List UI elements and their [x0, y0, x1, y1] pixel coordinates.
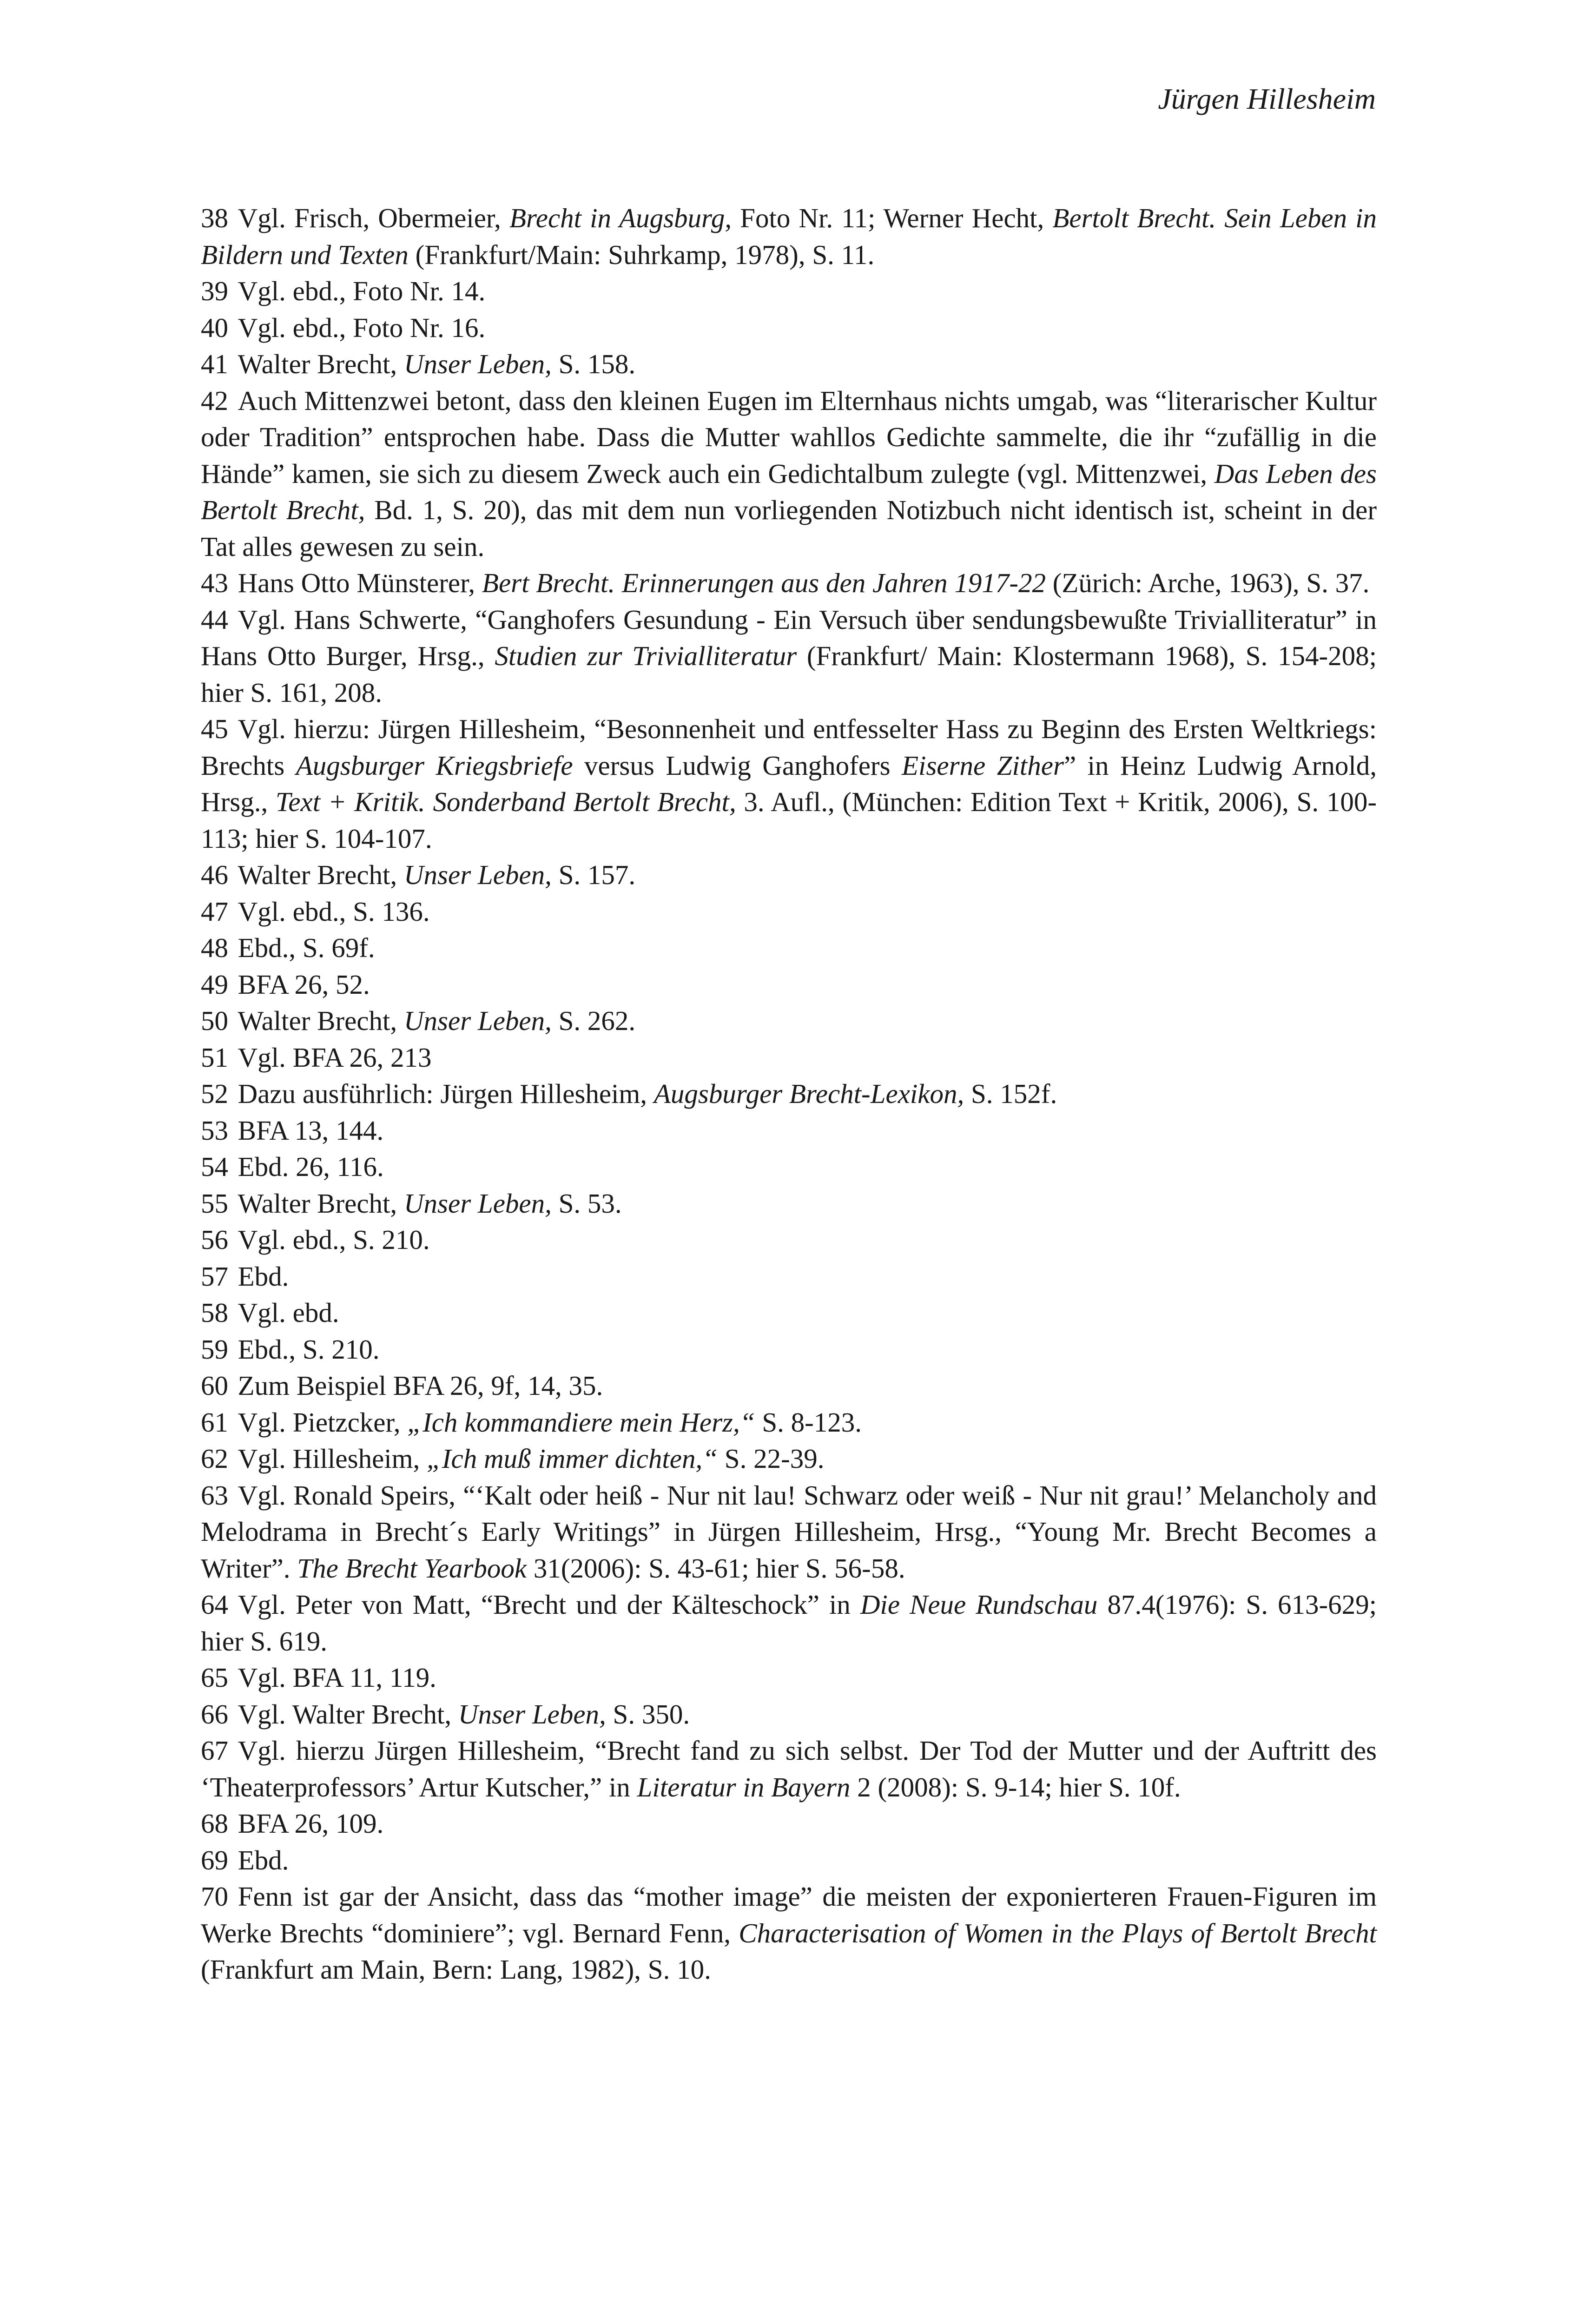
footnote-text: 2 (2008): S. 9-14; hier S. 10f. [850, 1771, 1181, 1802]
footnote-text: Ebd., S. 69f. [238, 932, 375, 963]
footnote-text: Vgl. Hans Schwerte, “Ganghofers Gesundung - Ein Versuch über sendungsbewußte Trivialliteratur” in Hans Otto Burger, Hrsg., [201, 604, 1377, 671]
footnote-number: 60 [201, 1370, 228, 1401]
footnote-text: Vgl. hierzu Jürgen Hillesheim, “Brecht fand zu sich selbst. Der Tod der Mutter und der Auftritt des ‘Theaterprofessors’ Artur Kutscher,” in [201, 1735, 1377, 1802]
footnote-number: 52 [201, 1078, 228, 1109]
footnote-text: Vgl. ebd., S. 210. [238, 1224, 430, 1255]
footnote-text: Vgl. BFA 26, 213 [238, 1042, 432, 1073]
footnote-text: Vgl. Pietzcker, [238, 1406, 408, 1438]
footnote-number: 53 [201, 1115, 228, 1146]
footnote-text: BFA 26, 52. [238, 969, 370, 1000]
footnote-title-italic: Die Neue Rundschau [860, 1589, 1098, 1620]
footnote [201, 1367, 1377, 1404]
footnote [201, 1659, 1377, 1696]
footnote-text: BFA 13, 144. [238, 1115, 384, 1146]
footnote-title-italic: The Brecht Yearbook [297, 1552, 527, 1584]
footnote-text: Vgl. hierzu: Jürgen Hillesheim, “Besonnenheit und entfesselter Hass zu Beginn des Ersten Weltkriegs: Brechts [201, 713, 1377, 781]
footnote-text: Hans Otto Münsterer, [238, 568, 482, 598]
footnote-number: 59 [201, 1334, 228, 1365]
footnote [201, 930, 1377, 966]
footnote-text: S. 8-123. [755, 1406, 862, 1438]
footnote-text: Vgl. Peter von Matt, “Brecht und der Kälteschock” in [238, 1589, 860, 1620]
footnote [201, 565, 1377, 601]
footnote-number: 44 [201, 604, 228, 635]
footnote [201, 1294, 1377, 1331]
footnote-number: 51 [201, 1042, 228, 1073]
footnote [201, 1112, 1377, 1149]
footnote-number: 41 [201, 349, 228, 379]
footnote-title-italic: Characterisation of Women in the Plays of Bertolt Brecht [739, 1917, 1377, 1948]
footnote [201, 1003, 1377, 1039]
footnote [201, 383, 1377, 565]
footnote [201, 1586, 1377, 1659]
footnote-title-italic: Unser Leben, [403, 859, 552, 890]
footnote-title-italic: Eiserne Zither [902, 750, 1064, 781]
footnote-number: 66 [201, 1698, 228, 1730]
footnote-number: 61 [201, 1406, 228, 1438]
footnote [201, 1842, 1377, 1879]
footnote-number: 54 [201, 1151, 228, 1182]
footnote-text: Zum Beispiel BFA 26, 9f, 14, 35. [238, 1370, 603, 1401]
footnote-title-italic: Augsburger Kriegsbriefe [296, 750, 573, 781]
footnote-title-italic: Unser Leben, [403, 1188, 552, 1219]
footnote-number: 64 [201, 1589, 228, 1620]
footnote-text: Vgl. ebd., Foto Nr. 14. [238, 276, 486, 306]
footnote [201, 1149, 1377, 1185]
footnote-text: S. 157. [551, 859, 636, 890]
footnote-text: Vgl. ebd., S. 136. [238, 896, 430, 927]
footnote-number: 48 [201, 932, 228, 963]
footnote-text: Vgl. Hillesheim, [238, 1443, 427, 1474]
footnote-number: 69 [201, 1844, 228, 1875]
footnote-text: Ebd., S. 210. [238, 1334, 380, 1365]
footnote-text: Walter Brecht, [238, 1005, 404, 1036]
footnote-text: Dazu ausführlich: Jürgen Hillesheim, [238, 1078, 654, 1109]
footnote [201, 857, 1377, 893]
footnote-text: S. 152f. [964, 1078, 1057, 1109]
footnote-number: 47 [201, 896, 228, 927]
footnote-text: Bd. 1, S. 20), das mit dem nun vorliegenden Notizbuch nicht identisch ist, scheint in der Tat alles gewesen zu sein. [201, 495, 1377, 562]
footnote-text: Ebd. [238, 1261, 289, 1292]
footnote-number: 55 [201, 1188, 228, 1219]
footnote-text: Ebd. [238, 1844, 289, 1875]
footnote-title-italic: „Ich kommandiere mein Herz,“ [407, 1406, 755, 1438]
footnote-number: 67 [201, 1735, 228, 1766]
footnote [201, 1805, 1377, 1842]
footnote [201, 601, 1377, 711]
footnote [201, 1076, 1377, 1112]
footnote-text: S. 53. [551, 1188, 622, 1219]
footnote-text: Vgl. BFA 11, 119. [238, 1662, 436, 1693]
footnote-text: S. 262. [551, 1005, 636, 1036]
footnote-number: 65 [201, 1662, 228, 1693]
footnote-text: Walter Brecht, [238, 1188, 404, 1219]
footnote [201, 966, 1377, 1003]
footnote-text: Fenn ist gar der Ansicht, dass das “mother image” die meisten der exponierteren Frauen-Figuren im Werke Brechts “dominiere”; vgl. Bernard Fenn, [201, 1881, 1377, 1948]
footnote [201, 1039, 1377, 1076]
footnote-text: (Zürich: Arche, 1963), S. 37. [1046, 568, 1370, 598]
footnote-number: 49 [201, 969, 228, 1000]
footnote-number: 40 [201, 312, 228, 343]
footnote-number: 63 [201, 1479, 228, 1511]
footnote [201, 1185, 1377, 1222]
footnote-title-italic: Unser Leben, [403, 349, 552, 379]
footnote-number: 62 [201, 1443, 228, 1474]
footnote [201, 1331, 1377, 1368]
footnote [201, 711, 1377, 857]
footnote-text: S. 22-39. [718, 1443, 825, 1474]
footnote-number: 68 [201, 1808, 228, 1839]
footnote [201, 1404, 1377, 1441]
footnote-number: 46 [201, 859, 228, 890]
footnote [201, 346, 1377, 383]
footnote-title-italic: Literatur in Bayern [637, 1771, 851, 1802]
footnote-title-italic: Augsburger Brecht-Lexikon, [653, 1078, 964, 1109]
footnote [201, 1477, 1377, 1587]
footnote-text: BFA 26, 109. [238, 1808, 384, 1839]
footnote-number: 42 [201, 385, 228, 416]
footnote-title-italic: Studien zur Trivialliteratur [495, 640, 797, 671]
footnote-text: Ebd. 26, 116. [238, 1151, 384, 1182]
footnote [201, 1696, 1377, 1733]
footnote-text: (Frankfurt am Main, Bern: Lang, 1982), S. 10. [201, 1954, 711, 1985]
footnote-text: (Frankfurt/Main: Suhrkamp, 1978), S. 11. [408, 239, 875, 270]
footnote-number: 38 [201, 203, 228, 233]
footnote-text: (Frankfurt/ Main: Klostermann 1968), S. 154-208; hier S. 161, 208. [201, 640, 1377, 708]
footnote [201, 310, 1377, 346]
footnote-number: 50 [201, 1005, 228, 1036]
footnote-text: Vgl. Walter Brecht, [238, 1698, 458, 1730]
footnote-text: Vgl. Ronald Speirs, “‘Kalt oder heiß - Nur nit lau! Schwarz oder weiß - Nur nit grau!’ Melancholy and Melodrama in Brecht´s Early Writings” in Jürgen Hillesheim, Hrsg., “Young Mr. Brecht Becomes a Writer”. [201, 1479, 1377, 1584]
footnote [201, 200, 1377, 273]
footnote [201, 1878, 1377, 1988]
footnote [201, 1221, 1377, 1258]
footnote-text: 3. Aufl., (München: Edition Text + Kritik, 2006), S. 100-113; hier S. 104-107. [201, 786, 1377, 854]
footnote [201, 893, 1377, 930]
footnote-text: Walter Brecht, [238, 349, 404, 379]
footnote-title-italic: Das Leben des Bertolt Brecht, [201, 458, 1377, 525]
footnote-list [201, 200, 1377, 1988]
footnote-title-italic: Brecht in Augsburg, [509, 203, 732, 233]
footnote-text: Vgl. ebd. [238, 1297, 339, 1328]
footnote [201, 273, 1377, 310]
footnote-title-italic: Bertolt Brecht. Sein Leben in Bildern und Texten [201, 203, 1377, 270]
footnote-title-italic: Bert Brecht. Erinnerungen aus den Jahren 1917-22 [482, 568, 1046, 598]
footnote-number: 57 [201, 1261, 228, 1292]
footnote-text: Walter Brecht, [238, 859, 404, 890]
footnote-title-italic: Unser Leben, [458, 1698, 606, 1730]
footnote-text: 87.4(1976): S. 613-629; hier S. 619. [201, 1589, 1377, 1657]
running-head-author: Jürgen Hillesheim [1158, 82, 1376, 115]
footnote-title-italic: „Ich muß immer dichten,“ [427, 1443, 718, 1474]
footnote-number: 70 [201, 1881, 228, 1912]
footnote-text: Vgl. ebd., Foto Nr. 16. [238, 312, 486, 343]
footnote [201, 1258, 1377, 1295]
footnote [201, 1732, 1377, 1805]
footnote-text: Foto Nr. 11; Werner Hecht, [732, 203, 1053, 233]
footnote [201, 1440, 1377, 1477]
footnote-number: 39 [201, 276, 228, 306]
footnote-text: Vgl. Frisch, Obermeier, [238, 203, 509, 233]
footnote-text: Auch Mittenzwei betont, dass den kleinen Eugen im Elternhaus nichts umgab, was “literarischer Kultur oder Tradition” entsprochen habe. Dass die Mutter wahllos Gedichte sammelte, die ihr “zufällig in die Hände” kamen, sie sich zu diesem Zweck auch ein Gedichtalbum zulegte (vgl. Mittenzwei, [201, 385, 1377, 489]
footnote-number: 56 [201, 1224, 228, 1255]
footnote-text: 31(2006): S. 43-61; hier S. 56-58. [527, 1552, 905, 1584]
footnote-title-italic: Text + Kritik. Sonderband Bertolt Brecht, [275, 786, 736, 817]
footnote-text: S. 158. [551, 349, 636, 379]
footnote-text: ” in Heinz Ludwig Arnold, Hrsg., [201, 750, 1377, 817]
footnote-number: 43 [201, 568, 228, 598]
footnote-number: 58 [201, 1297, 228, 1328]
footnote-number: 45 [201, 713, 228, 744]
footnote-text: S. 350. [606, 1698, 690, 1730]
footnote-text: versus Ludwig Ganghofers [573, 750, 902, 781]
footnote-title-italic: Unser Leben, [403, 1005, 552, 1036]
